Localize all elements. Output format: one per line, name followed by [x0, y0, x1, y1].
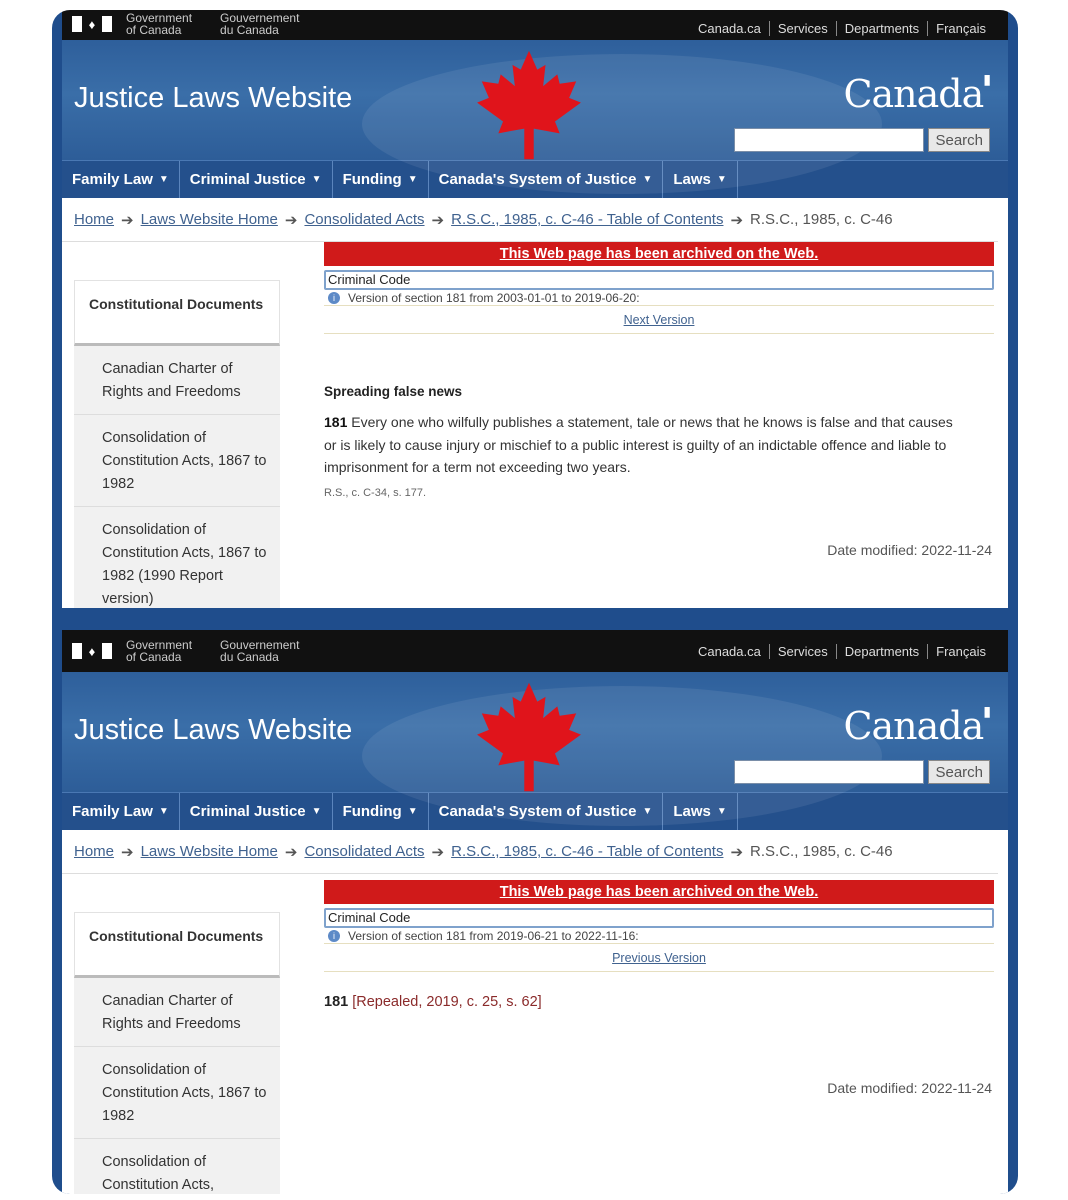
link-services[interactable]: Services [769, 21, 836, 36]
breadcrumb-current: R.S.C., 1985, c. C-46 [750, 843, 893, 860]
section-history: R.S., c. C-34, s. 177. [324, 486, 427, 499]
archive-notice[interactable]: This Web page has been archived on the Web. [324, 880, 994, 904]
main-content [324, 242, 994, 558]
nav-justice-system[interactable]: Canada's System of Justice ▼ [429, 161, 664, 198]
section-heading: Spreading false news [324, 384, 463, 399]
link-canada-ca[interactable]: Canada.ca [697, 21, 761, 36]
sidebar-heading: Constitutional Documents [74, 912, 280, 978]
info-icon: i [328, 292, 340, 304]
version-info: i Version of section 181 from 2003-01-01 to 2019-06-20: [324, 290, 994, 306]
gov-name-en-sub: of Canada [126, 23, 182, 37]
canada-wordmark: Canada▮ [843, 704, 990, 748]
nav-family-law[interactable]: Family Law ▼ [62, 161, 180, 198]
version-info: i Version of section 181 from 2019-06-21 to 2022-11-16: [324, 928, 994, 944]
canada-flag-icon: ♦ [72, 15, 116, 33]
code-title: Criminal Code [324, 270, 994, 290]
canada-flag-icon: ♦ [72, 642, 116, 660]
sidebar [74, 280, 280, 608]
nav-funding[interactable]: Funding ▼ [333, 161, 429, 198]
nav-criminal-justice[interactable]: Criminal Justice ▼ [180, 793, 333, 830]
breadcrumb-consolidated-acts[interactable]: Consolidated Acts [304, 211, 425, 228]
archive-notice[interactable]: This Web page has been archived on the Web. [324, 242, 994, 266]
maple-leaf-icon [458, 678, 600, 796]
nav-family-law[interactable]: Family Law ▼ [62, 793, 180, 830]
nav-laws[interactable]: Laws ▼ [663, 161, 737, 198]
link-departments[interactable]: Departments [836, 644, 927, 659]
date-modified: Date modified: 2022-11-24 [827, 542, 992, 558]
maple-leaf-icon [458, 46, 600, 164]
gov-name-fr: Gouvernement [220, 11, 300, 25]
gov-name-fr: Gouvernement [220, 638, 300, 652]
nav-criminal-justice[interactable]: Criminal Justice ▼ [180, 161, 333, 198]
search-button[interactable]: Search [928, 760, 990, 784]
search-button[interactable]: Search [928, 128, 990, 152]
link-services[interactable]: Services [769, 644, 836, 659]
site-banner [62, 40, 1008, 160]
nav-justice-system[interactable]: Canada's System of Justice ▼ [429, 793, 664, 830]
nav-laws[interactable]: Laws ▼ [663, 793, 737, 830]
breadcrumb-table-of-contents[interactable]: R.S.C., 1985, c. C-46 - Table of Contents [451, 843, 724, 860]
nav-funding[interactable]: Funding ▼ [333, 793, 429, 830]
government-bar [62, 10, 1008, 40]
info-icon: i [328, 930, 340, 942]
link-francais[interactable]: Français [927, 21, 994, 36]
breadcrumb-table-of-contents[interactable]: R.S.C., 1985, c. C-46 - Table of Contents [451, 211, 724, 228]
gov-name-en: Government [126, 638, 193, 652]
link-departments[interactable]: Departments [836, 21, 927, 36]
sidebar [74, 912, 280, 1194]
sidebar-item-consolidation-2[interactable]: Consolidation of Constitution Acts, [74, 1139, 280, 1194]
site-title[interactable]: Justice Laws Website [74, 82, 353, 114]
search-input[interactable] [734, 128, 924, 152]
sidebar-item-consolidation[interactable]: Consolidation of Constitution Acts, 1867 to 1982 [74, 1047, 280, 1139]
archived-page-version-2 [62, 630, 1008, 1194]
site-banner [62, 672, 1008, 792]
gov-name-en-sub: of Canada [126, 650, 182, 664]
next-version-link[interactable]: Next Version [324, 306, 994, 334]
site-title[interactable]: Justice Laws Website [74, 714, 353, 746]
section-text: 181 Every one who wilfully publishes a statement, tale or news that he knows is false and that causes or is likely to cause injury or mischief to a public interest is guilty of an indictable offence and liable to imprisonment for a term not exceeding two years. [324, 414, 953, 475]
search-input[interactable] [734, 760, 924, 784]
archived-page-version-1 [62, 10, 1008, 608]
sidebar-heading: Constitutional Documents [74, 280, 280, 346]
main-content [324, 880, 994, 1096]
breadcrumb-current: R.S.C., 1985, c. C-46 [750, 211, 893, 228]
repealed-section: 181 [Repealed, 2019, c. 25, s. 62] [324, 994, 542, 1010]
code-title: Criminal Code [324, 908, 994, 928]
breadcrumb-laws-home[interactable]: Laws Website Home [140, 843, 278, 860]
sidebar-item-consolidation[interactable]: Consolidation of Constitution Acts, 1867 to 1982 [74, 415, 280, 507]
government-bar [62, 630, 1008, 672]
date-modified: Date modified: 2022-11-24 [827, 1080, 992, 1096]
gov-name-fr-sub: du Canada [220, 650, 279, 664]
canada-wordmark: Canada▮ [843, 72, 990, 116]
link-francais[interactable]: Français [927, 644, 994, 659]
sidebar-item-consolidation-1990[interactable]: Consolidation of Constitution Acts, 1867 to 1982 (1990 Report version) [74, 507, 280, 608]
previous-version-link[interactable]: Previous Version [324, 944, 994, 972]
sidebar-item-charter[interactable]: Canadian Charter of Rights and Freedoms [74, 346, 280, 415]
sidebar-item-charter[interactable]: Canadian Charter of Rights and Freedoms [74, 978, 280, 1047]
breadcrumb-consolidated-acts[interactable]: Consolidated Acts [304, 843, 425, 860]
gov-name-fr-sub: du Canada [220, 23, 279, 37]
breadcrumb: Home ➔ Laws Website Home ➔ Consolidated Acts ➔ R.S.C., 1985, c. C-46 - Table of Contents ➔ R.S.C., 1985, c. C-46 [62, 830, 998, 874]
breadcrumb-home[interactable]: Home [74, 211, 115, 228]
gov-name-en: Government [126, 11, 193, 25]
breadcrumb-home[interactable]: Home [74, 843, 115, 860]
breadcrumb: Home ➔ Laws Website Home ➔ Consolidated Acts ➔ R.S.C., 1985, c. C-46 - Table of Contents ➔ R.S.C., 1985, c. C-46 [62, 198, 998, 242]
screenshot-frame [52, 10, 1018, 1194]
breadcrumb-laws-home[interactable]: Laws Website Home [140, 211, 278, 228]
link-canada-ca[interactable]: Canada.ca [697, 643, 761, 659]
